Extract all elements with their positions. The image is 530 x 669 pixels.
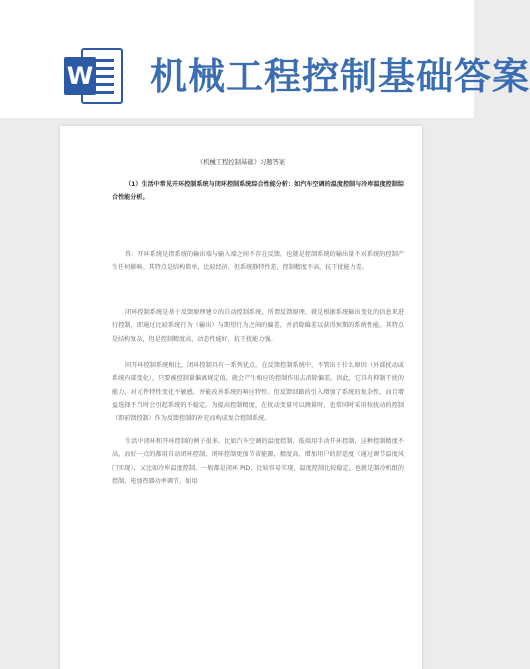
document-title: 《机械工程控制基础》习题答案 — [196, 159, 286, 166]
body-paragraph: 闭环控制系统是基于反馈原理建立的自动控制系统。所谓反馈原理，就是根据系统输出变化的信息来进行控制，即通过比较系统行为（输出）与期望行为之间的偏差，并消除偏差以获得预期的系统性能。其特点是结构复杂，但是控制精度高，动态性能好，抗干扰能力强。 — [112, 309, 404, 343]
body-paragraph: 同开环控制系统相比，闭环控制具有一系列优点。在反馈控制系统中，不管出于什么原因（外部扰动或系统内部变化），只要被控制量偏离规定值，就会产生相应的控制作用去消除偏差。因此，它具有抑制干扰的能力，对元件特性变化不敏感，并能改善系统的响应特性。但反馈回路的引入增加了系统的复杂性，而且增益选择不当时会引起系统的不稳定。为提高控制精度，在扰动变量可以测量时，也常同时采用按扰动的控制（即前馈控制）作为反馈控制的补充而构成复合控制系统。 — [112, 362, 404, 423]
banner-title: 机械工程控制基础答案 — [150, 54, 530, 98]
banner — [0, 0, 530, 118]
word-document-icon — [62, 43, 126, 109]
question-paragraph: （1）生活中常见开环控制系统与闭环控制系统综合性能分析：如汽车空调的温度控制与冷库温度控制综合性能分析。 — [112, 181, 404, 202]
svg-text:W: W — [66, 62, 94, 90]
document-page — [60, 126, 422, 669]
body-paragraph: 生活中闭环和开环控制的例子很多，比如汽车空调的温度控制，低端用手动开环控制，这种控制精度不高，而好一点的都用自动闭环控制，闭环控制更加节省能源，精度高，增加用户的舒适度（通过调节温度风门实现），又比如冷库温度控制，一般都是闭环 PID，比较容易实现，温度控制比较稳定，也就是制冷机组的控制，电加热器功率调节，如用 — [112, 438, 404, 485]
answer-paragraph: 答：开环系统是指系统的输出端与输入端之间不存在反馈，也就是控制系统的输出量不对系统的控制产生任何影响。其特点是结构简单，比较经济，但系统静特性差，控制精度不高，抗干扰能力差。 — [112, 251, 404, 272]
